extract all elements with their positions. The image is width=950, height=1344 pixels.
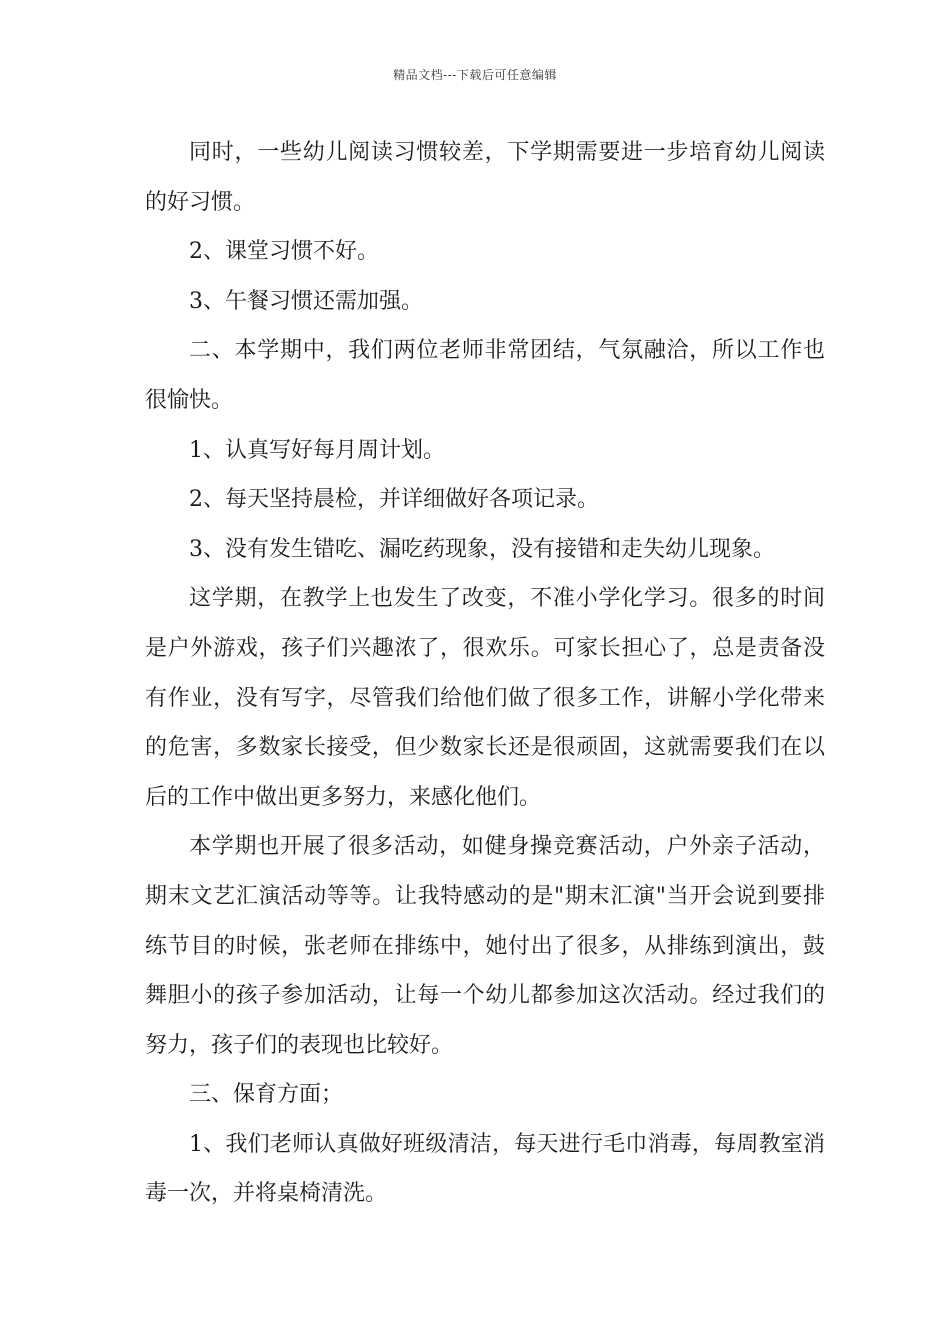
paragraph-7: 3、没有发生错吃、漏吃药现象，没有接错和走失幼儿现象。 — [189, 536, 775, 562]
paragraph-8: 这学期，在教学上也发生了改变，不准小学化学习。很多的时间是户外游戏，孩子们兴趣浓了，很欢乐。可家长担心了，总是责备没有作业，没有写字，尽管我们给他们做了很多工作，讲解小学化带来的危害，多数家长接受，但少数家长还是很顽固，这就需要我们在以后的工作中做出更多努力，来感化他们。 — [145, 586, 825, 810]
paragraph-3: 3、午餐习惯还需加强。 — [189, 288, 423, 314]
paragraph-11: 1、我们老师认真做好班级清洁，每天进行毛巾消毒，每周教室消毒一次，并将桌椅清洗。 — [145, 1131, 825, 1207]
paragraph-2: 2、课堂习惯不好。 — [189, 239, 379, 265]
paragraph-5: 1、认真写好每月周计划。 — [189, 437, 445, 463]
page-header: 精品文档---下载后可任意编辑 — [393, 68, 557, 82]
paragraph-6: 2、每天坚持晨检，并详细做好各项记录。 — [189, 487, 599, 513]
document-body — [145, 128, 825, 1219]
paragraph-1: 同时，一些幼儿阅读习惯较差，下学期需要进一步培育幼儿阅读的好习惯。 — [145, 140, 825, 215]
paragraph-10: 三、保育方面； — [189, 1082, 344, 1108]
paragraph-4: 二、本学期中，我们两位老师非常团结，气氛融洽，所以工作也很愉快。 — [145, 338, 825, 413]
paragraph-9: 本学期也开展了很多活动，如健身操竞赛活动，户外亲子活动，期末文艺汇演活动等等。让我特感动的是"期末汇演"当开会说到要排练节目的时候，张老师在排练中，她付出了很多，从排练到演出，鼓舞胆小的孩子参加活动，让每一个幼儿都参加这次活动。经过我们的努力，孩子们的表现也比较好。 — [145, 834, 825, 1058]
